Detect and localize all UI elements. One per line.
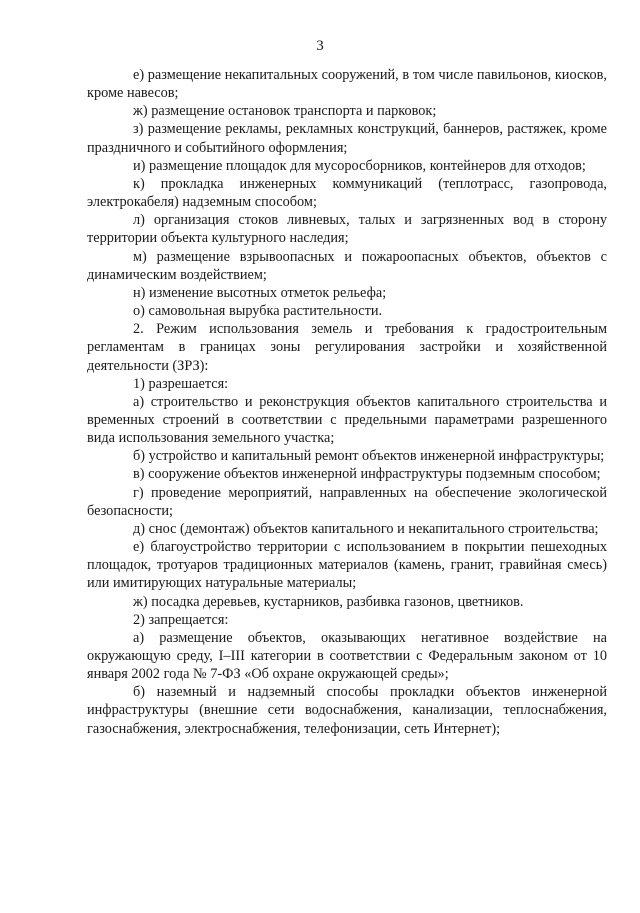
paragraph-item-g: г) проведение мероприятий, направленных на обеспечение экологической безопасности; — [87, 484, 607, 519]
paragraph-item-zh-2: ж) посадка деревьев, кустарников, разбивка газонов, цветников. — [133, 593, 524, 610]
paragraph-item-n: н) изменение высотных отметок рельефа; — [133, 284, 387, 301]
paragraph-item-o: о) самовольная вырубка растительности. — [133, 303, 383, 320]
paragraph-item-z: з) размещение рекламы, рекламных конструкций, баннеров, растяжек, кроме праздничного и событийного оформления; — [87, 121, 607, 156]
paragraph-item-e-1: е) размещение некапитальных сооружений, в том числе павильонов, киосков, кроме навесов; — [87, 67, 607, 102]
paragraph-item-l: л) организация стоков ливневых, талых и загрязненных вод в сторону территории объекта культурного наследия; — [87, 212, 607, 247]
paragraph-item-zh-1: ж) размещение остановок транспорта и парковок; — [133, 103, 437, 120]
paragraph-item-i: и) размещение площадок для мусоросборников, контейнеров для отходов; — [133, 157, 586, 174]
subsection-prohibited: 2) запрещается: — [133, 611, 229, 628]
paragraph-item-k: к) прокладка инженерных коммуникаций (теплотрасс, газопровода, электрокабеля) надземным способом; — [87, 175, 607, 211]
document-body — [87, 66, 607, 738]
page-number: 3 — [316, 38, 324, 54]
paragraph-item-m: м) размещение взрывоопасных и пожароопасных объектов, объектов с динамическим воздействием; — [87, 248, 607, 283]
subsection-allowed: 1) разрешается: — [133, 375, 229, 392]
paragraph-item-a-1: а) строительство и реконструкция объектов капитального строительства и временных строений в соответствии с предельными параметрами разрешенного вида использования земельного участка; — [87, 393, 607, 447]
paragraph-item-e-2: е) благоустройство территории с использованием в покрытии пешеходных площадок, тротуаров традиционных материалов (камень, гранит, гравийная смесь) или имитирующих натуральные материалы; — [87, 539, 607, 592]
paragraph-item-b-1: б) устройство и капитальный ремонт объектов инженерной инфраструктуры; — [133, 448, 605, 465]
paragraph-item-v: в) сооружение объектов инженерной инфраструктуры подземным способом; — [133, 466, 601, 483]
section-heading-2: 2. Режим использования земель и требования к градостроительным регламентам в границах зоны регулирования застройки и хозяйственной деятельности (ЗРЗ): — [87, 321, 607, 374]
paragraph-item-a-2: а) размещение объектов, оказывающих негативное воздействие на окружающую среду, I–III категории в соответствии с Федеральным законом от 10 января 2002 года № 7-ФЗ «Об охране окружающей среды»; — [87, 629, 607, 683]
paragraph-item-d: д) снос (демонтаж) объектов капитального и некапитального строительства; — [133, 520, 599, 537]
paragraph-item-b-2: б) наземный и надземный способы прокладки объектов инженерной инфраструктуры (внешние сети водоснабжения, канализации, теплоснабжения, газоснабжения, электроснабжения, телефонизации, сеть Интернет); — [87, 684, 607, 737]
